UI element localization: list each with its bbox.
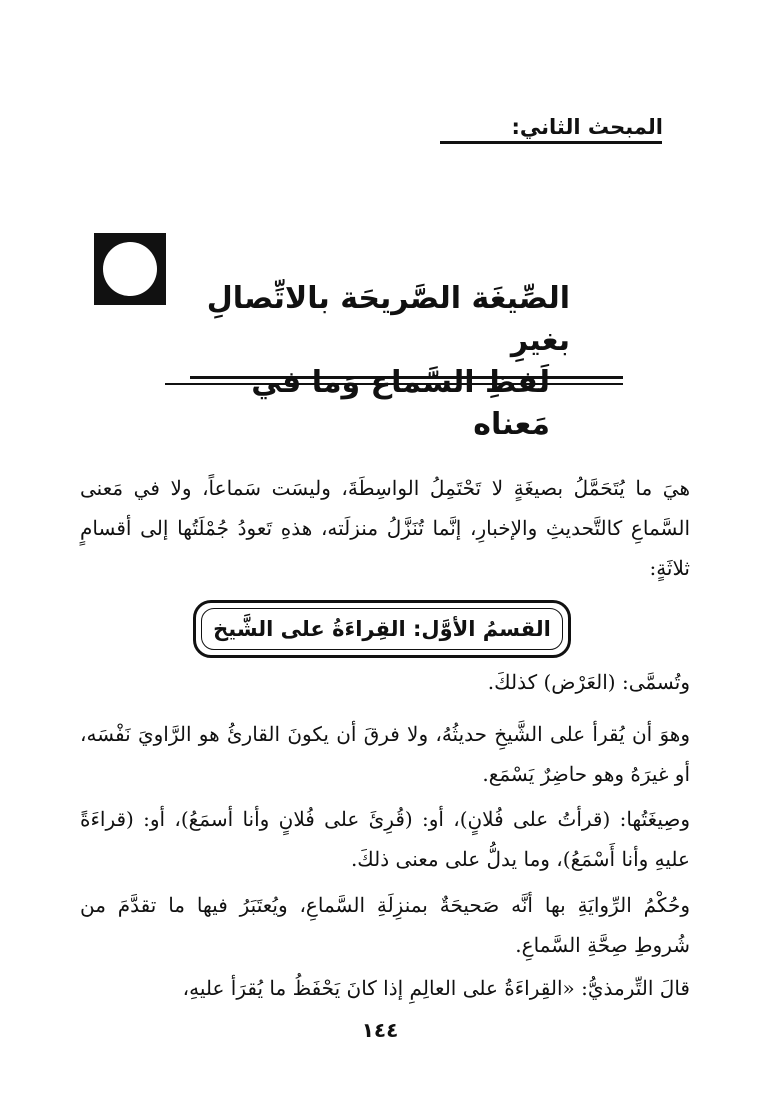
body-paragraph: وحُكْمُ الرِّوايَةِ بها أنَّه صَحيحَةٌ بمنزِلَةِ السَّماعِ، ويُعتَبَرُ فيها ما تقدَّمَ من شُروطِ صِحَّةِ السَّماعِ.	[80, 893, 690, 957]
title-divider-top	[190, 376, 623, 379]
section-title-line-1: الصِّيغَة الصَّريحَة بالاتِّصالِ بغيرِ	[206, 281, 570, 358]
section-title	[180, 278, 570, 442]
title-ornament-circle	[103, 242, 157, 296]
title-divider-bottom	[165, 383, 623, 385]
chapter-heading: المبحث الثاني:	[511, 115, 663, 139]
section-title-line-2: مَعناه	[473, 407, 550, 442]
intro-paragraph: هيَ ما يُتَحَمَّلُ بصيغَةٍ لا تَحْتَمِلُ الواسِطَةَ، وليسَت سَماعاً، ولا في مَعنى السَّماعِ كالتَّحديثِ والإخبارِ، إنَّما تُنَزَّلُ منزلَته، هذهِ تَعودُ جُمْلَتُها إلى أقسامٍ ثلاثَةٍ:	[80, 476, 690, 580]
body-paragraph: قالَ التِّرمذيُّ: «القِراءَةُ على العالِمِ إذا كانَ يَحْفَظُ ما يُقرَأ عليهِ،	[182, 976, 690, 1000]
subsection-heading: القسمُ الأوَّل: القِراءَةُ على الشَّيخ	[213, 617, 551, 641]
chapter-heading-underline	[440, 141, 662, 144]
title-ornament	[94, 233, 166, 305]
body-paragraph: وصِيغَتُها: (قرأتُ على فُلانٍ)، أو: (قُرِئَ على فُلانٍ وأنا أسمَعُ)، أو: (قراءَةً عليهِ وأنا أَسْمَعُ)، وما يدلُّ على معنى ذلكَ.	[80, 807, 690, 871]
body-paragraph: وهوَ أن يُقرأ على الشَّيخِ حديثُهُ، ولا فرقَ أن يكونَ القارئُ هو الرَّاويَ نَفْسَه، أو غيرَهُ وهو حاضِرٌ يَسْمَع.	[80, 722, 690, 786]
body-paragraph: وتُسمَّى: (العَرْض) كذلكَ.	[487, 670, 690, 694]
page-number: ١٤٤	[361, 1018, 399, 1042]
